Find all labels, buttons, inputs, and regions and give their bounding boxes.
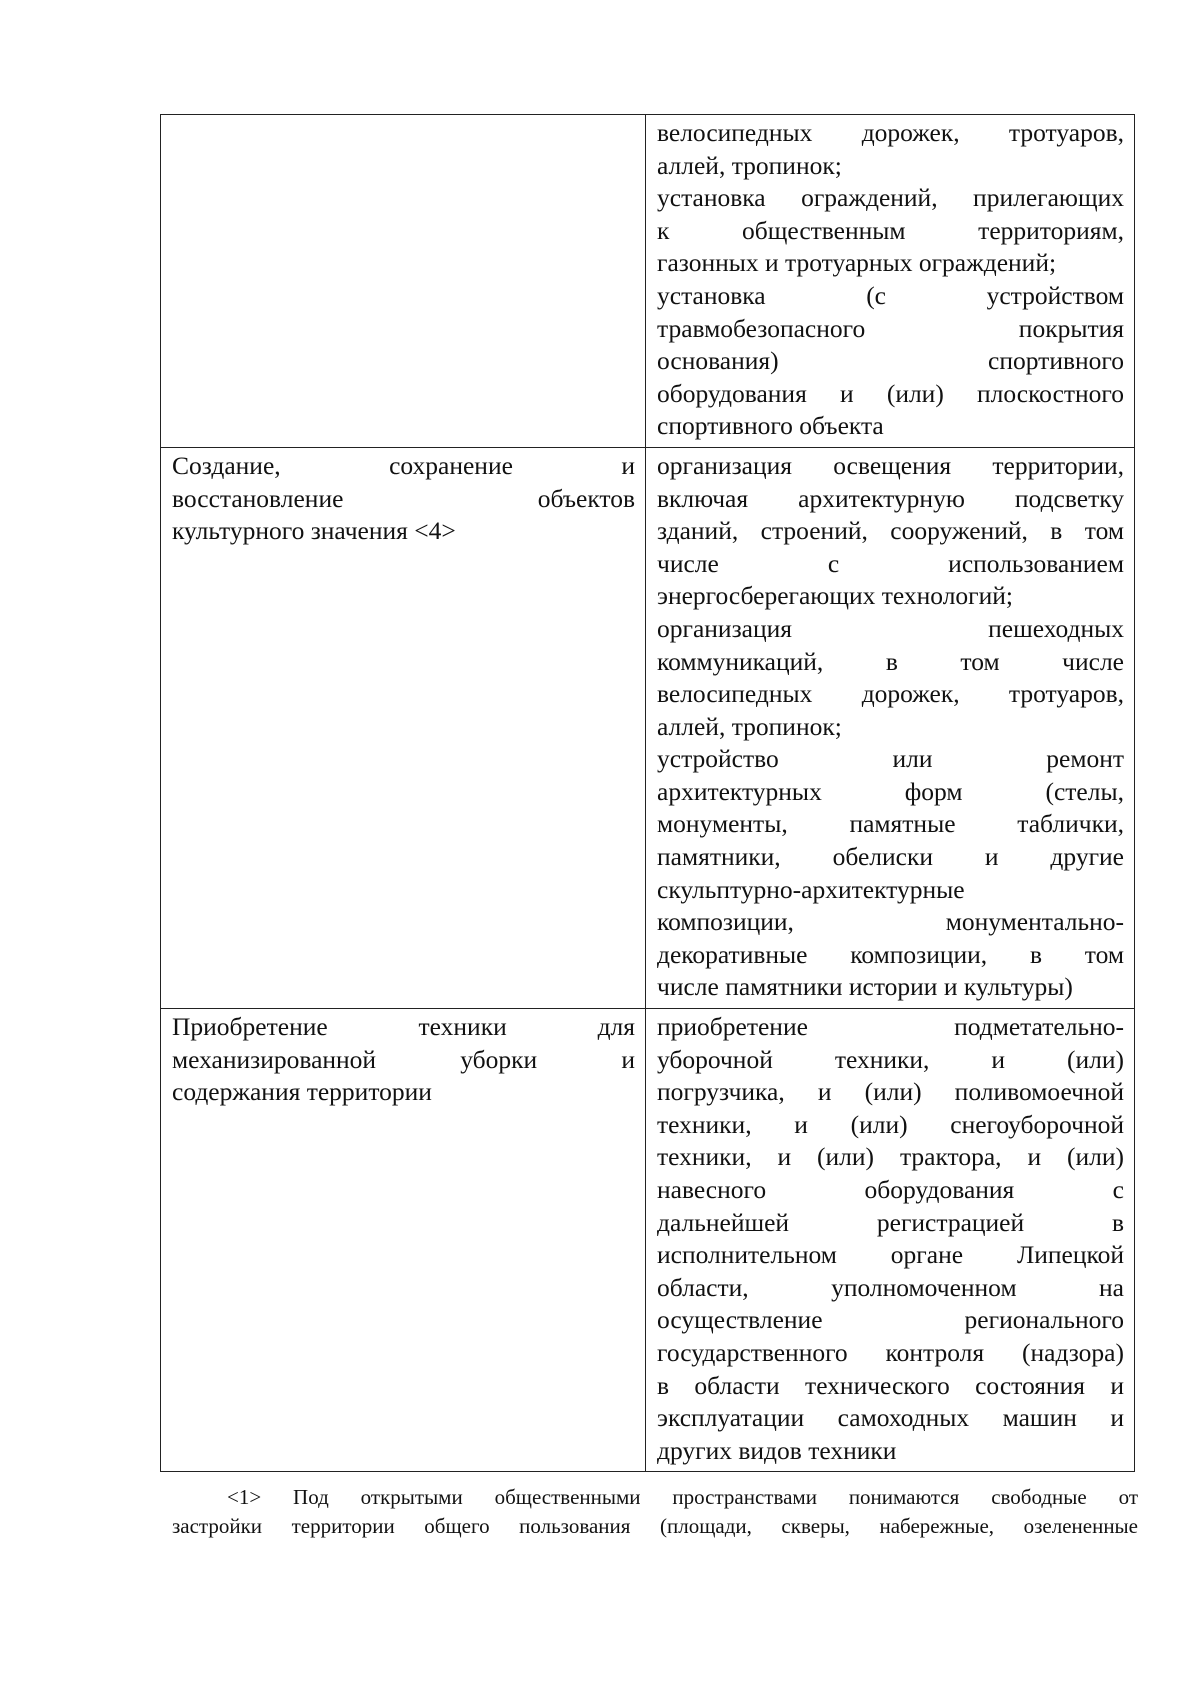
cell-line: установка (с устройством	[657, 280, 1124, 310]
footnote-line: застройки территории общего пользования (площади, скверы, набережные, озелененные	[172, 1514, 1138, 1538]
cell-line: области, уполномоченном на	[657, 1272, 1124, 1302]
cell-line: приобретение подметательно-	[657, 1012, 1124, 1042]
cell-line: архитектурных форм (стелы,	[657, 776, 1124, 806]
cell-line: других видов техники	[657, 1435, 897, 1465]
cell-line: государственного контроля (надзора)	[657, 1337, 1124, 1367]
cell-line: устройство или ремонт	[657, 744, 1124, 774]
cell-line: навесного оборудования с	[657, 1175, 1124, 1204]
cell-line: эксплуатации самоходных машин и	[657, 1403, 1124, 1433]
table-cell-direction	[161, 115, 646, 448]
cell-line: Создание, сохранение и	[172, 450, 635, 480]
cell-line: погрузчика, и (или) поливомоечной	[657, 1077, 1124, 1107]
cell-line: основания) спортивного	[657, 346, 1124, 376]
cell-line: травмобезопасного покрытия	[657, 313, 1124, 343]
cell-line: восстановление объектов	[172, 483, 635, 513]
cell-line: содержания территории	[172, 1077, 432, 1107]
cell-line: механизированной уборки и	[172, 1044, 635, 1074]
improvement-measures-table	[160, 114, 1135, 1472]
cell-line: энергосберегающих технологий;	[657, 581, 1014, 611]
footnote-line: <1> Под открытыми общественными пространствами понимаются свободные от	[227, 1485, 1138, 1509]
cell-line: осуществление регионального	[657, 1305, 1124, 1335]
cell-line: оборудования и (или) плоскостного	[657, 378, 1124, 408]
cell-line: коммуникаций, в том числе	[657, 646, 1124, 676]
cell-line: техники, и (или) трактора, и (или)	[657, 1142, 1124, 1172]
cell-line: дальнейшей регистрацией в	[657, 1207, 1124, 1237]
cell-line: спортивного объекта	[657, 411, 884, 441]
cell-line: аллей, тропинок;	[657, 150, 842, 180]
table-body	[161, 115, 1135, 1472]
cell-line: монументы, памятные таблички,	[657, 809, 1124, 839]
cell-line: организация освещения территории,	[657, 450, 1124, 480]
cell-line: уборочной техники, и (или)	[657, 1044, 1124, 1074]
table-cell-measures	[646, 1009, 1135, 1472]
cell-line: установка ограждений, прилегающих	[657, 183, 1124, 213]
cell-line: исполнительном органе Липецкой	[657, 1240, 1124, 1270]
table-cell-direction	[161, 1009, 646, 1472]
table-row	[161, 115, 1135, 448]
cell-line: числе памятники истории и культуры)	[657, 972, 1073, 1002]
cell-line: к общественным территориям,	[657, 215, 1124, 245]
cell-line: числе с использованием	[657, 548, 1124, 578]
cell-line: включая архитектурную подсветку	[657, 483, 1124, 513]
cell-line: зданий, строений, сооружений, в том	[657, 516, 1124, 546]
cell-line: композиции, монументально-	[657, 907, 1124, 937]
cell-line: скульптурно-архитектурные	[657, 874, 965, 904]
cell-line: аллей, тропинок;	[657, 711, 842, 741]
cell-line: декоративные композиции, в том	[657, 939, 1124, 969]
table-cell-measures	[646, 447, 1135, 1008]
table-row	[161, 447, 1135, 1008]
table-row	[161, 1009, 1135, 1472]
table-cell-direction	[161, 447, 646, 1008]
cell-line: Приобретение техники для	[172, 1012, 635, 1042]
cell-line: памятники, обелиски и другие	[657, 842, 1124, 872]
cell-line: техники, и (или) снегоуборочной	[657, 1109, 1124, 1139]
table-cell-measures	[646, 115, 1135, 448]
cell-line: в области технического состояния и	[657, 1370, 1124, 1400]
cell-line: организация пешеходных	[657, 613, 1124, 643]
cell-line: велосипедных дорожек, тротуаров,	[657, 118, 1124, 147]
cell-line: газонных и тротуарных ограждений;	[657, 248, 1057, 278]
footnote	[172, 1483, 1138, 1541]
cell-line: культурного значения <4>	[172, 516, 456, 546]
cell-line: велосипедных дорожек, тротуаров,	[657, 679, 1124, 709]
